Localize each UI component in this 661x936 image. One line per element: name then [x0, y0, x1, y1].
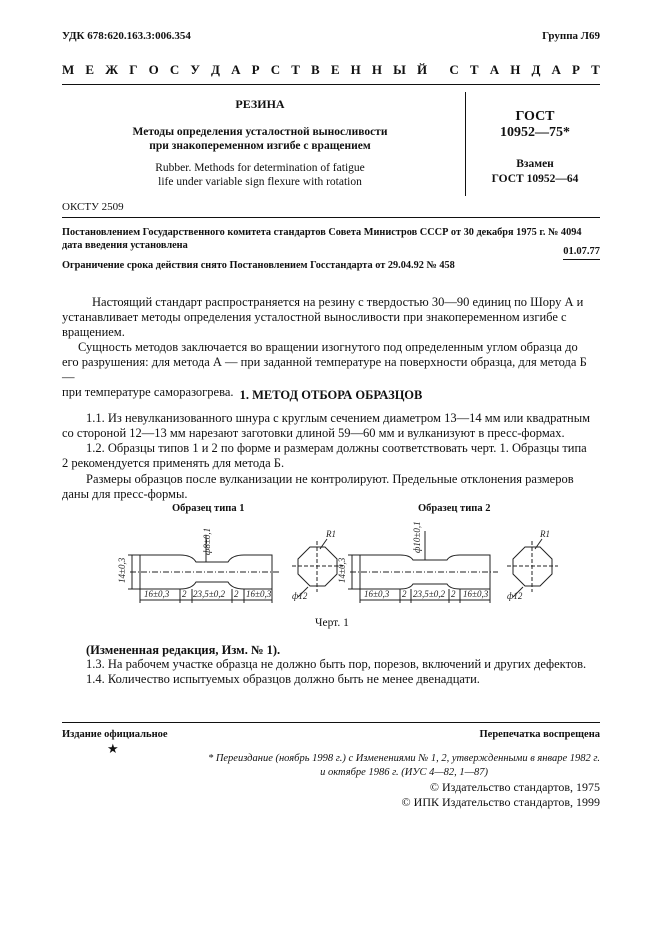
dim-height-type1: 14±0,3: [117, 557, 127, 583]
standard-title-letter: С: [270, 62, 281, 77]
standard-title-letter: Н: [510, 62, 521, 77]
ru-title: [100, 125, 420, 153]
group-code: Группа Л69: [542, 30, 600, 42]
standard-title-letter: С: [169, 62, 180, 77]
title-divider: [465, 92, 466, 196]
gost-number: 10952—75*: [500, 125, 570, 140]
standard-title-letter: Р: [251, 62, 260, 77]
ru-title-line1: Методы определения усталостной выносливости: [132, 126, 388, 138]
standard-title-letter: У: [190, 62, 200, 77]
intro-p2-line1: Сущность методов заключается во вращении изогнутого под определенным углом образца до: [78, 340, 578, 354]
copyright-1999: © ИПК Издательство стандартов, 1999: [401, 795, 600, 809]
standard-title-letter: Р: [572, 62, 580, 77]
s11-line2: со стороной 12—13 мм нарезают заготовки длиной 59—60 мм и вулканизуют в пресс-формах.: [62, 426, 565, 440]
s11-line1: 1.1. Из невулканизованного шнура с круглым сечением диаметром 13—14 мм или квадратным: [86, 411, 591, 425]
dim-gap-left-type2: 2: [402, 589, 407, 599]
standard-title-letter: Н: [371, 62, 382, 77]
decree-line1: Постановлением Государственного комитета стандартов Совета Министров СССР от 30 декабря 1975 г. № 4094: [62, 227, 582, 238]
standard-title-letter: Й: [417, 62, 428, 77]
section-type1: [292, 539, 343, 597]
ru-title-line2: при знакопеременном изгибе с вращением: [149, 140, 371, 152]
section-dia-type1: ф12: [292, 591, 308, 601]
radius-type1: R1: [326, 529, 336, 539]
standard-title-letter: Н: [350, 62, 361, 77]
replaces-value: ГОСТ 10952—64: [491, 173, 579, 185]
figure-label-type2: Образец типа 2: [418, 503, 491, 514]
date-underline: [563, 259, 600, 260]
gost-block: [470, 109, 600, 141]
standard-title-letter: Т: [291, 62, 300, 77]
radius-type2: R1: [540, 529, 550, 539]
dim-end-left-type1: 16±0,3: [144, 589, 170, 599]
en-title-line2: life under variable sign flexure with rotation: [158, 176, 362, 188]
okstu: ОКСТУ 2509: [62, 201, 124, 213]
standard-title-letter: Г: [129, 62, 138, 77]
dim-gap-right-type2: 2: [451, 589, 456, 599]
dim-height-type2: 14±0,3: [337, 557, 347, 583]
reissue-line2: и октябре 1986 г. (ИУС 4—82, 1—87): [320, 767, 488, 778]
copyrights: [402, 780, 600, 810]
standard-title-letter: А: [489, 62, 500, 77]
decree-date: 01.07.77: [563, 246, 600, 257]
intro-p1-line2: устанавливает методы определения усталостной выносливости при знакопеременном изгибе с: [62, 310, 567, 324]
intro-p1-line1: Настоящий стандарт распространяется на резину с твердостью 30—90 единиц по Шору А и: [92, 295, 584, 309]
title-rule: [62, 84, 600, 85]
limit-text: Ограничение срока действия снято Постановлением Госстандарта от 29.04.92 № 458: [62, 260, 455, 271]
standard-title-letter: Ж: [105, 62, 119, 77]
copyright-1975: © Издательство стандартов, 1975: [429, 780, 600, 794]
replaces-block: [470, 157, 600, 187]
official-edition: Издание официальное: [62, 729, 168, 740]
section-type2: [507, 539, 558, 597]
dim-dia-type2: ф10±0,1: [412, 521, 422, 553]
section-1-2-dims: [62, 472, 600, 502]
reprint-prohibited: Перепечатка воспрещена: [479, 729, 600, 740]
dim-end-left-type2: 16±0,3: [364, 589, 390, 599]
dim-gap-left-type1: 2: [182, 589, 187, 599]
s12-line2: 2 рекомендуется применять для метода Б.: [62, 456, 285, 470]
standard-title-letter: В: [311, 62, 320, 77]
standard-title-letter: Е: [85, 62, 95, 77]
star-icon: ★: [107, 741, 119, 756]
standard-title-letter: Д: [531, 62, 541, 77]
revision-note: (Измененная редакция, Изм. № 1).: [86, 643, 281, 657]
section-1-1: [62, 411, 600, 441]
standard-title-letter: М: [62, 62, 75, 77]
standard-title-letter: А: [551, 62, 561, 77]
standard-title-letter: Т: [469, 62, 479, 77]
gost-label: ГОСТ: [515, 109, 555, 124]
s12b-line1: Размеры образцов после вулканизации не контролируют. Предельные отклонения размеров: [86, 472, 574, 486]
section-1-4: [62, 672, 600, 687]
footer-rule: [62, 722, 600, 723]
dim-end-right-type2: 16±0,3: [463, 589, 489, 599]
dim-mid-type2: 23,5±0,2: [413, 589, 445, 599]
standard-title-letter: Д: [211, 62, 220, 77]
standard-title-letter: Ы: [393, 62, 406, 77]
en-title: [100, 161, 420, 189]
standard-title-letter: Е: [330, 62, 340, 77]
doc-name: РЕЗИНА: [235, 97, 285, 111]
dim-mid-type1: 23,5±0,2: [193, 589, 225, 599]
reissue-note: [120, 752, 600, 780]
figure-label-type1: Образец типа 1: [172, 503, 245, 514]
section-1-3: [62, 657, 600, 672]
dim-end-right-type1: 16±0,3: [246, 589, 272, 599]
figure-caption: Черт. 1: [315, 617, 349, 629]
intro-p1-line3: вращением.: [62, 325, 125, 339]
s12b-line2: даны для пресс-формы.: [62, 487, 188, 501]
s12-line1: 1.2. Образцы типов 1 и 2 по форме и размерам должны соответствовать черт. 1. Образцы типа: [86, 441, 587, 455]
section1-heading: 1. МЕТОД ОТБОРА ОБРАЗЦОВ: [239, 388, 423, 402]
intro-paragraph-1: [62, 295, 600, 340]
decree-text: [62, 226, 582, 252]
standard-title-letter: О: [148, 62, 159, 77]
en-title-line1: Rubber. Methods for determination of fatigue: [155, 162, 365, 174]
section-1-2: [62, 441, 600, 471]
standard-title-letter: А: [231, 62, 241, 77]
section-dia-type2: ф12: [507, 591, 523, 601]
s14-line: 1.4. Количество испытуемых образцов должно быть не менее двенадцати.: [86, 672, 480, 686]
okstu-rule: [62, 217, 600, 218]
intro-p2-line2: его разрушения: для метода А — при заданной температуре на поверхности образца, для метода Б —: [62, 355, 587, 384]
s13-line: 1.3. На рабочем участке образца не должно быть пор, порезов, включений и других дефектов.: [86, 657, 587, 671]
standard-title-letter: С: [449, 62, 459, 77]
intro-p2-line3: при температуре саморазогрева.: [62, 385, 234, 399]
standard-title: [62, 62, 600, 78]
dim-dia-type1: ф8±0,1: [202, 527, 212, 555]
reissue-line1: * Переиздание (ноябрь 1998 г.) с Изменениями № 1, 2, утвержденными в январе 1982 г.: [207, 753, 600, 764]
replaces-label: Взамен: [516, 158, 554, 170]
dim-gap-right-type1: 2: [234, 589, 239, 599]
decree-line2: дата введения установлена: [62, 240, 188, 251]
udk-code: УДК 678:620.163.3:006.354: [62, 30, 191, 42]
standard-title-letter: Т: [591, 62, 600, 77]
figure-drawing: [80, 515, 610, 610]
